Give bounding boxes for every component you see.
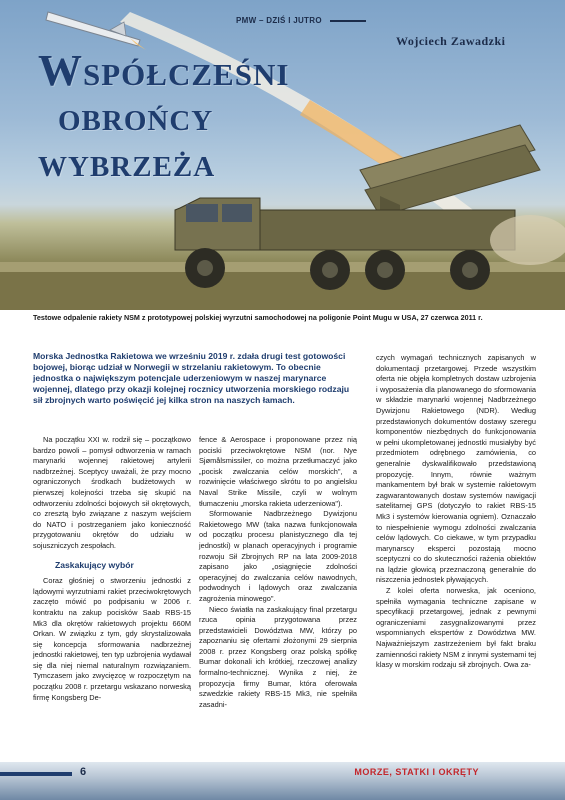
title-line-2: obrońcy: [58, 94, 214, 140]
lead-paragraph: Morska Jednostka Rakietowa we wrześniu 2019 r. zdała drugi test gotowości bojowej, biorąc udział w Norwegii w strzelaniu rakietowym. To obecnie jednostka o największym potencjale uderzeniowym w naszej marynarce wojennej, dlatego przy okazji kolejnej rocznicy utworzenia morskiego rodzaju sił zbrojnych warto poświęcić jej kilka stron na naszych łamach.: [33, 351, 350, 405]
title-line-3: wybrzeża: [38, 140, 216, 186]
paragraph: Na początku XXI w. rodził się – początkowo bardzo powoli – pomysł odtworzenia w ramach marynarki wojennej rakietowej artylerii nadbrzeżnej. Sceptycy uważali, że przy mocno ograniczonych środkach budżetowych w pierwszej kolejności trzeba się skupić na odtworzeniu zdolności bojowych sił okrętowych, co zresztą było związane z naszym wejściem do NATO i postrzeganiem jako konieczność przygotowaniu okrętów do udziału w sojuszniczych zespołach.: [33, 435, 191, 550]
column-2: [199, 435, 357, 710]
paragraph: czych wymagań technicznych zapisanych w dokumentacji przetargowej. Przede wszystkim oferta nie objęła kompletnych dostaw uzbrojenia i wyposażenia dla planowanego do sformowania w składzie marynarki wojennej Nadbrzeżnego Dywizjonu Rakietowego (NDR). Według przedstawionych dokumentów dostawy szeregu komponentów niezbędnych do funkcjonowania w pełni ukompletowanej jednostki musiałyby być przedmiotem odrębnego zamówienia, co generalnie dyskwalifikowało przedstawioną propozycję. Innym, równie ważnym mankamentem był brak w systemie rakietowym zagwarantowanych dostaw systemów nawigacji satelitarnej GPS (dotyczyło to rakiet RBS-15 Mk3 i systemów kierowania ogniem). Oznaczało to niespełnienie wymogu zdolności zwalczania celów lądowych. Co ciekawe, w tym przypadku marynarscy eksperci pozostają mocno sceptyczni co do skuteczności rażenia obiektów na lądzie głowicą przeznaczoną generalnie do niszczenia jednostek pływających.: [376, 353, 536, 585]
page-number: 6: [80, 766, 87, 778]
page-footer: [0, 762, 565, 800]
paragraph: Coraz głośniej o stworzeniu jednostki z lądowymi wyrzutniami rakiet przeciwokrętowych zaczęto mówić po podpisaniu w 2006 r. kontraktu na zakup pocisków Saab RBS-15 Mk3 dla okrętów rakietowych projektu 660M Orkan. W związku z tym, gdy skrystalizowała się koncepcja sformowania nadbrzeżnej jednostki rakietowej, ten typ uzbrojenia wydawał się dla niej niemal naturalnym rozwiązaniem. Tymczasem jako zwycięzcę w rozpoczętym na początku 2008 r. przetargu wskazano norweską firmę Kongsberg De-: [33, 576, 191, 702]
author-name: Wojciech Zawadzki: [396, 34, 506, 48]
paragraph: Z kolei oferta norweska, jak oceniono, spełniła wymagania techniczne zapisane w specyfikacji przetargowej, jednak z pewnymi ograniczeniami zasygnalizowanymi przez wspomnianych ekspertów z Dowództwa MW. Najważniejszym zastrzeżeniem był fakt braku zamienności rakiety NSM z innymi systemami tej klasy w morskim rodzaju sił zbrojnych. Owa za-: [376, 586, 536, 670]
subheading: Zaskakujący wybór: [55, 559, 134, 570]
section-rule: [330, 20, 366, 22]
article-title: [38, 48, 289, 186]
title-line-1: Współcześni: [38, 46, 290, 95]
footer-rule: [0, 772, 72, 776]
column-1: [33, 435, 191, 703]
paragraph: Nieco światła na zaskakujący final przetargu rzuca opinia przygotowana przez przedstawicieli Dowództwa MW, którzy po zapoznaniu się ofertami złożonymi 29 sierpnia 2008 r. przez Kongsberg oraz polską spółkę Bumar dokonali ich krótkiej, rzeczowej analizy formalno-technicznej. Wynika z niej, że propozycja firmy Bumar, która oferowała szwedzkie rakiety RBS-15 Mk3, nie spełniła zasadni-: [199, 604, 357, 709]
section-label: PMW – DZIŚ I JUTRO: [236, 16, 322, 25]
magazine-name: MORZE, STATKI I OKRĘTY: [354, 767, 479, 777]
hero-photo: [0, 0, 565, 310]
section-tag: [236, 16, 366, 25]
paragraph: Sformowanie Nadbrzeżnego Dywizjonu Rakietowego MW (taka nazwa funkcjonowała od początku procesu planistycznego dla tej jednostki) w planach operacyjnych i programie rozwoju Sił Zbrojnych RP na lata 2009-2018 zapisano jako „osiągnięcie zdolności operacyjnej do zwalczania celów nawodnych, podwodnych i lądowych oraz zwalczania zagrożenia minowego".: [199, 509, 357, 603]
paragraph: fence & Aerospace i proponowane przez nią pociski przeciwokrętowe NSM (nor. Nye Sjømålsmissiler, co można przetłumaczyć jako „pocisk zwalczania celów morskich", a rozwinięcie właściwego skrótu to po angielsku Naval Strike Missile, czyli w wolnym tłumaczeniu „morska rakieta uderzeniowa").: [199, 435, 357, 508]
column-3: [376, 353, 536, 671]
photo-caption: Testowe odpalenie rakiety NSM z prototypowej polskiej wyrzutni samochodowej na poligonie Point Mugu w USA, 27 czerwca 2011 r.: [33, 313, 483, 322]
